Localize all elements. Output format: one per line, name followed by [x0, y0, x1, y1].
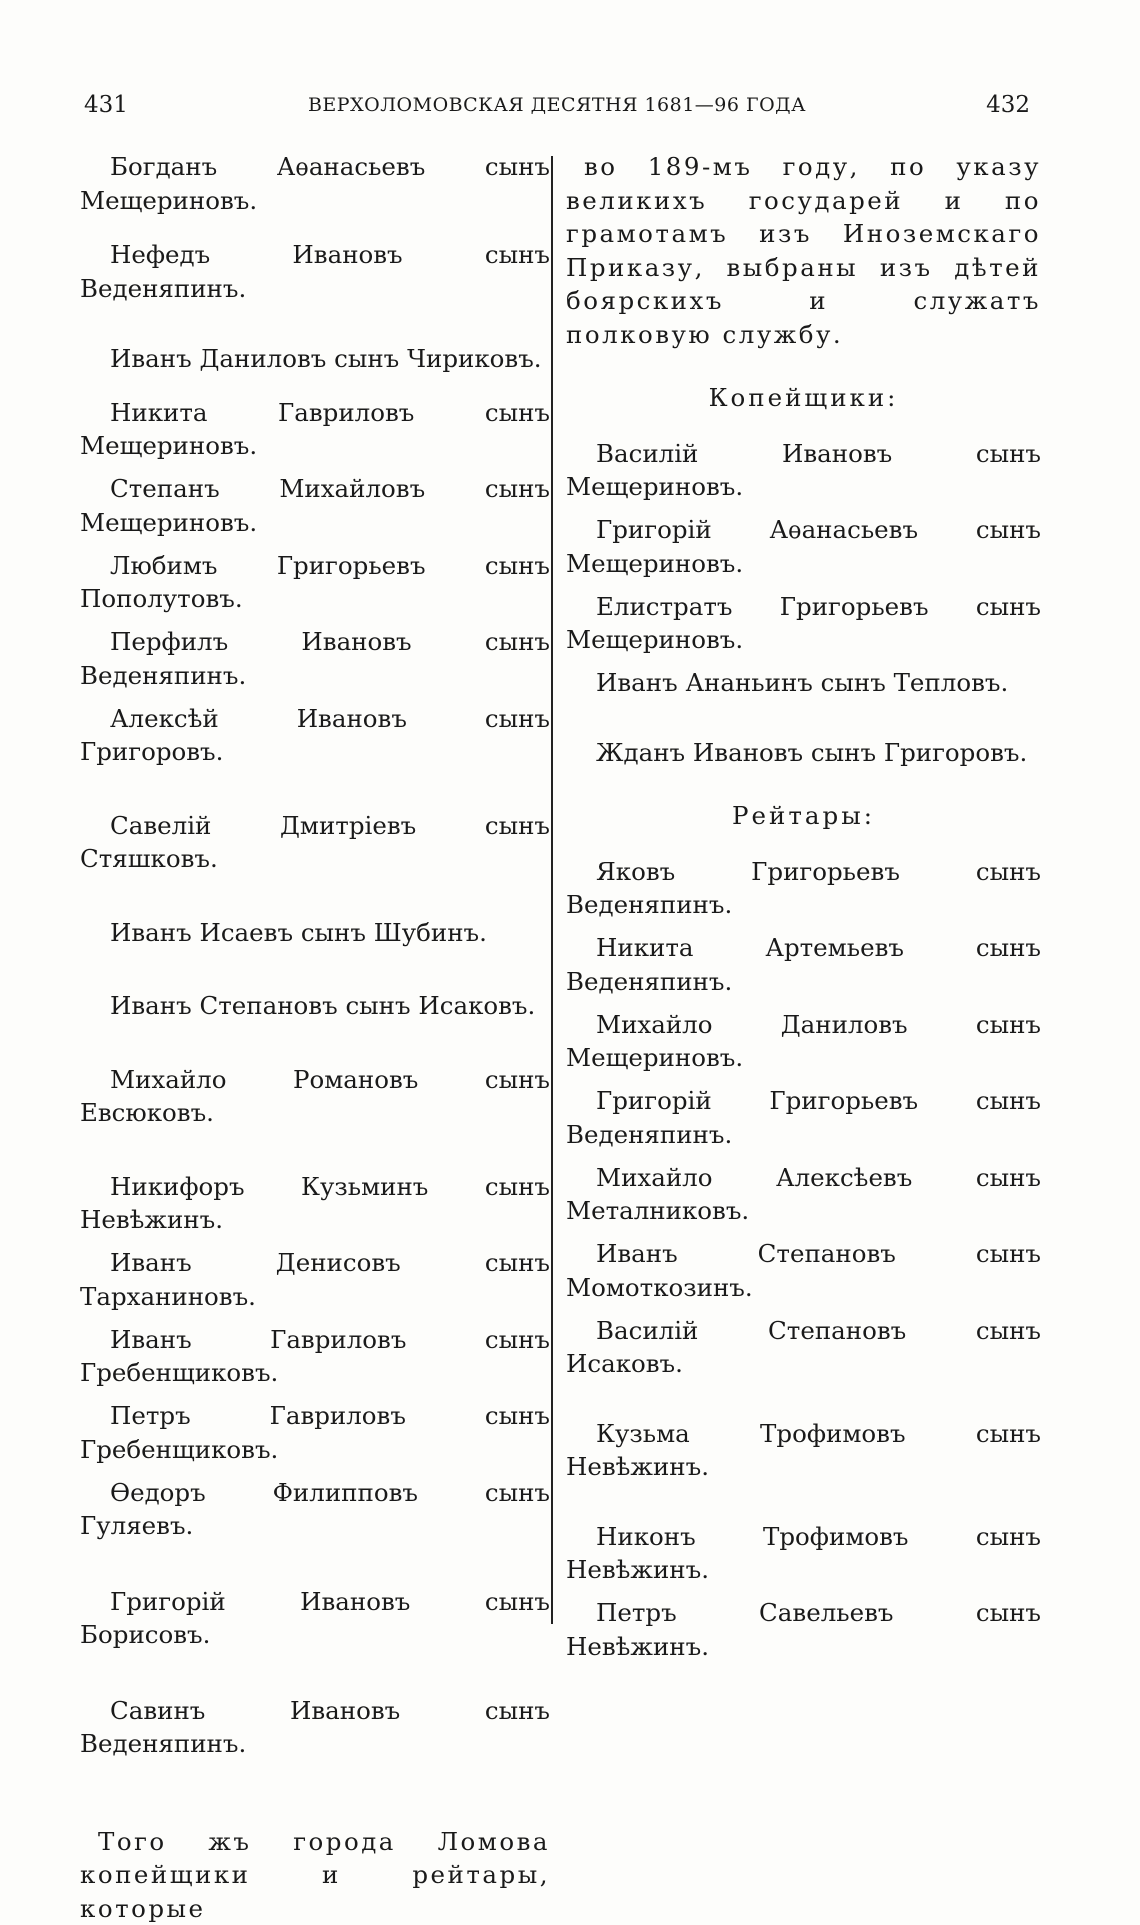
column-divider [551, 156, 553, 1624]
list-item: Иванъ Степановъ сынъ Исаковъ. [80, 989, 550, 1023]
list-item: Никита Артемьевъ сынъ Веденяпинъ. [566, 931, 1041, 998]
list-item: Иванъ Степановъ сынъ Момоткозинъ. [566, 1237, 1041, 1304]
list-item: Петръ Савельевъ сынъ Невѣжинъ. [566, 1596, 1041, 1663]
list-item: Иванъ Ананьинъ сынъ Тепловъ. [566, 666, 1041, 700]
list-item: Василій Ивановъ сынъ Мещериновъ. [566, 437, 1041, 504]
list-item: Кузьма Трофимовъ сынъ Невѣжинъ. [566, 1417, 1041, 1484]
list-item: Василій Степановъ сынъ Исаковъ. [566, 1314, 1041, 1381]
list-item: Михайло Алексѣевъ сынъ Металниковъ. [566, 1161, 1041, 1228]
page-header [84, 86, 1030, 126]
list-item: Петръ Гавриловъ сынъ Гребенщиковъ. [80, 1399, 550, 1466]
right-column [566, 150, 1041, 1673]
list-item: Никонъ Трофимовъ сынъ Невѣжинъ. [566, 1520, 1041, 1587]
list-item: Иванъ Даниловъ сынъ Чириковъ. [80, 342, 550, 376]
list-item: Григорій Григорьевъ сынъ Веденяпинъ. [566, 1084, 1041, 1151]
continuation-paragraph: во 189-мъ году, по указу великихъ государей и по грамотамъ изъ Иноземскаго Приказу, выбраны изъ дѣтей боярскихъ и служатъ полковую службу. [566, 150, 1041, 351]
list-item: Ѳедоръ Филипповъ сынъ Гуляевъ. [80, 1476, 550, 1543]
section-heading-reitary: Рейтары: [566, 799, 1041, 833]
list-item: Савинъ Ивановъ сынъ Веденяпинъ. [80, 1694, 550, 1761]
list-item: Григорій Ивановъ сынъ Борисовъ. [80, 1585, 550, 1652]
list-item: Никифоръ Кузьминъ сынъ Невѣжинъ. [80, 1170, 550, 1237]
list-item: Алексѣй Ивановъ сынъ Григоровъ. [80, 702, 550, 769]
page-number-left: 431 [84, 92, 128, 118]
list-item: Михайло Даниловъ сынъ Мещериновъ. [566, 1008, 1041, 1075]
list-item: Григорій Аѳанасьевъ сынъ Мещериновъ. [566, 513, 1041, 580]
list-item: Степанъ Михайловъ сынъ Мещериновъ. [80, 472, 550, 539]
list-item: Яковъ Григорьевъ сынъ Веденяпинъ. [566, 855, 1041, 922]
list-item: Никита Гавриловъ сынъ Мещериновъ. [80, 396, 550, 463]
list-item: Жданъ Ивановъ сынъ Григоровъ. [566, 736, 1041, 770]
list-item: Иванъ Гавриловъ сынъ Гребенщиковъ. [80, 1323, 550, 1390]
page-number-right: 432 [986, 92, 1030, 118]
closing-paragraph: Того жъ города Ломова копейщики и рейтары, которые [80, 1825, 550, 1925]
list-item: Елистратъ Григорьевъ сынъ Мещериновъ. [566, 590, 1041, 657]
running-title: ВЕРХОЛОМОВСКАЯ ДЕСЯТНЯ 1681—96 ГОДА [84, 94, 1030, 116]
section-heading-kopeyshchiki: Копейщики: [566, 381, 1041, 415]
list-item: Любимъ Григорьевъ сынъ Пополутовъ. [80, 549, 550, 616]
left-column [80, 150, 550, 1925]
list-item: Михайло Романовъ сынъ Евсюковъ. [80, 1063, 550, 1130]
list-item: Перфилъ Ивановъ сынъ Веденяпинъ. [80, 625, 550, 692]
list-item: Савелій Дмитріевъ сынъ Стяшковъ. [80, 809, 550, 876]
list-item: Иванъ Исаевъ сынъ Шубинъ. [80, 916, 550, 950]
list-item: Иванъ Денисовъ сынъ Тарханиновъ. [80, 1246, 550, 1313]
list-item: Нефедъ Ивановъ сынъ Веденяпинъ. [80, 238, 550, 305]
list-item: Богданъ Аѳанасьевъ сынъ Мещериновъ. [80, 150, 550, 217]
